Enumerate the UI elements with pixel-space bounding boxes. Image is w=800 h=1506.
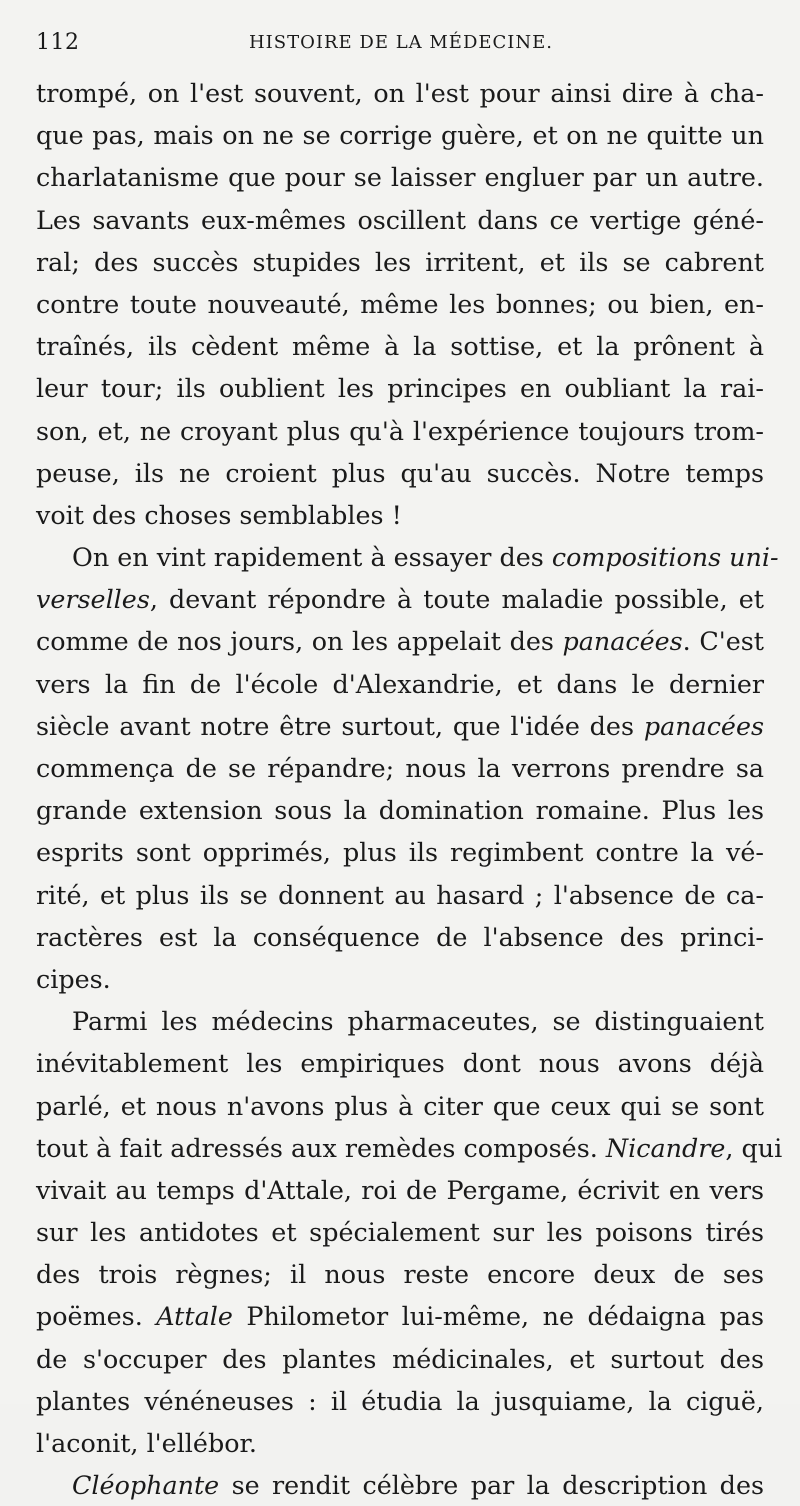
text-span: plantes vénéneuses : il étudia la jusquiame, la ciguë,	[36, 1385, 764, 1416]
text-span: se rendit célèbre par la description des	[219, 1470, 764, 1501]
italic-text: panacées	[643, 710, 764, 741]
text-span: commença de se répandre; nous la verrons prendre sa	[36, 753, 764, 783]
text-line	[36, 199, 764, 241]
italic-text: Nicandre	[605, 1132, 726, 1163]
text-line	[36, 1253, 764, 1295]
text-span: grande extension sous la domination romaine. Plus les	[36, 795, 764, 826]
text-span: tout à fait adressés aux remèdes composés.	[36, 1132, 606, 1163]
text-line	[36, 494, 764, 536]
text-line	[36, 1169, 764, 1211]
text-line	[36, 874, 764, 916]
text-span: cipes.	[36, 963, 111, 994]
text-line	[36, 452, 764, 494]
text-line	[36, 1380, 764, 1422]
text-line	[36, 1085, 764, 1127]
text-span: poëmes.	[36, 1301, 157, 1332]
text-line	[36, 241, 764, 283]
text-span: ral; des succès stupides les irritent, et ils se cabrent	[36, 246, 764, 277]
text-line	[36, 114, 764, 156]
text-line	[36, 663, 764, 705]
text-line	[36, 578, 764, 620]
text-span: trompé, on l'est souvent, on l'est pour ainsi dire à cha-	[36, 78, 764, 108]
text-span: inévitablement les empiriques dont nous avons déjà	[36, 1048, 764, 1079]
italic-text: panacées	[562, 626, 683, 657]
text-span: de s'occuper des plantes médicinales, et surtout des	[36, 1343, 764, 1374]
text-span: son, et, ne croyant plus qu'à l'expérience toujours trom-	[36, 415, 764, 446]
text-span: Philometor lui-même, ne dédaigna pas	[232, 1301, 764, 1332]
text-span: parlé, et nous n'avons plus à citer que ceux qui se sont	[36, 1090, 764, 1121]
text-line	[36, 916, 764, 958]
italic-text: compositions uni-	[551, 542, 779, 573]
running-title: HISTOIRE DE LA MÉDECINE.	[248, 32, 554, 53]
text-line	[36, 789, 764, 831]
text-line	[36, 410, 764, 452]
text-line	[36, 747, 764, 789]
text-span: esprits sont opprimés, plus ils regimbent contre la vé-	[36, 837, 764, 868]
text-span: leur tour; ils oublient les principes en oubliant la rai-	[36, 373, 764, 404]
page-header	[36, 30, 766, 60]
text-span: peuse, ils ne croient plus qu'au succès. Notre temps	[36, 457, 764, 488]
italic-text: Attale	[156, 1301, 233, 1332]
italic-text: verselles	[36, 584, 150, 615]
text-span: des trois règnes; il nous reste encore deux de ses	[36, 1259, 764, 1290]
text-span: traînés, ils cèdent même à la sottise, et la prônent à	[36, 331, 764, 362]
text-line	[36, 1295, 764, 1337]
text-line	[36, 283, 764, 325]
text-line	[36, 705, 764, 747]
page-number: 112	[36, 30, 80, 55]
text-line	[36, 958, 764, 1000]
text-span: . C'est	[682, 626, 764, 657]
text-span: rité, et plus ils se donnent au hasard ; l'absence de ca-	[36, 879, 764, 910]
body-text	[36, 72, 783, 1506]
text-span: que pas, mais on ne se corrige guère, et on ne quitte un	[36, 120, 764, 151]
text-span: vers la fin de l'école d'Alexandrie, et dans le dernier	[36, 668, 764, 699]
text-span: contre toute nouveauté, même les bonnes; ou bien, en-	[36, 288, 764, 319]
text-line	[36, 831, 764, 873]
text-span: , devant répondre à toute maladie possible, et	[149, 584, 764, 615]
text-line	[36, 1127, 783, 1169]
text-line	[36, 620, 764, 662]
text-line	[36, 536, 779, 578]
text-span: Parmi les médecins pharmaceutes, se distinguaient	[72, 1006, 764, 1037]
text-span: siècle avant notre être surtout, que l'idée des	[36, 710, 644, 741]
text-span: Les savants eux-mêmes oscillent dans ce vertige géné-	[36, 204, 764, 235]
text-line	[36, 1422, 764, 1464]
text-span: vivait au temps d'Attale, roi de Pergame, écrivit en vers	[36, 1174, 764, 1205]
text-line	[36, 325, 764, 367]
text-span: l'aconit, l'ellébor.	[36, 1428, 257, 1458]
text-line	[36, 1000, 764, 1042]
text-span: On en vint rapidement à essayer des	[72, 542, 552, 573]
text-span: , qui	[725, 1132, 783, 1163]
text-span: voit des choses semblables !	[36, 499, 402, 530]
text-span: charlatanisme que pour se laisser engluer par un autre.	[36, 162, 764, 193]
text-line	[36, 1042, 764, 1084]
text-span: sur les antidotes et spécialement sur les poisons tirés	[36, 1217, 764, 1248]
text-span: comme de nos jours, on les appelait des	[36, 626, 563, 657]
text-line	[36, 1464, 764, 1506]
text-line	[36, 1338, 764, 1380]
text-line	[36, 72, 764, 114]
text-span: ractères est la conséquence de l'absence des princi-	[36, 921, 764, 952]
text-line	[36, 367, 764, 409]
text-line	[36, 156, 764, 198]
italic-text: Cléophante	[72, 1470, 220, 1501]
text-line	[36, 1211, 764, 1253]
